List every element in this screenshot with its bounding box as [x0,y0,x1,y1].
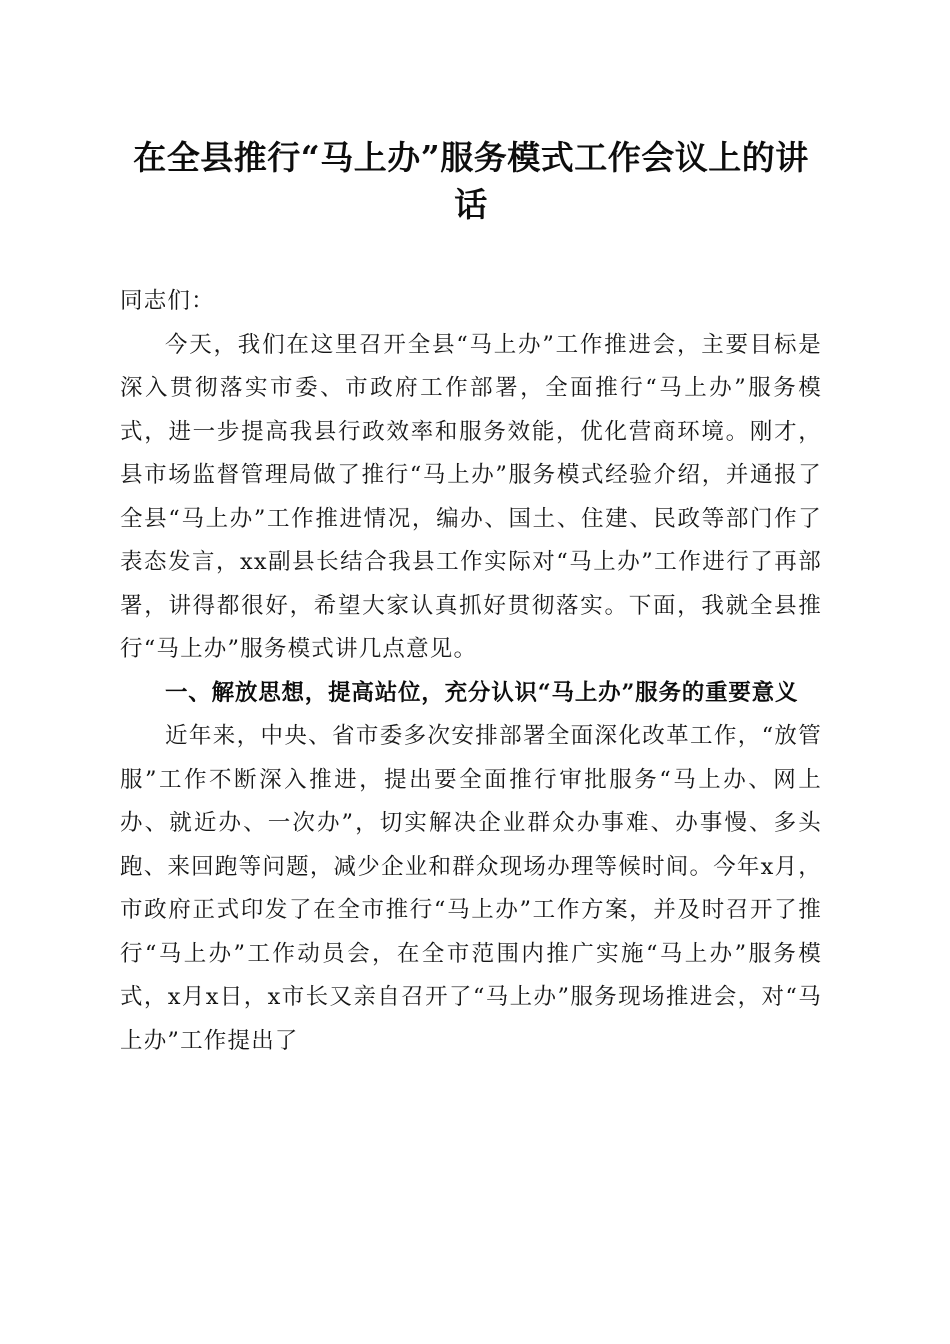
intro-paragraph: 今天，我们在这里召开全县“马上办”工作推进会，主要目标是深入贯彻落实市委、市政府工作部署，全面推行“马上办”服务模式，进一步提高我县行政效率和服务效能，优化营商环境。刚才，县市场监督管理局做了推行“马上办”服务模式经验介绍，并通报了全县“马上办”工作推进情况，编办、国土、住建、民政等部门作了表态发言，xx副县长结合我县工作实际对“马上办”工作进行了再部署，讲得都很好，希望大家认真抓好贯彻落实。下面，我就全县推行“马上办”服务模式讲几点意见。 [120,331,822,662]
section-heading-1: 一、解放思想，提高站位，充分认识“马上办”服务的重要意义 [165,679,799,706]
section-1-paragraph: 近年来，中央、省市委多次安排部署全面深化改革工作，“放管服”工作不断深入推进，提出要全面推行审批服务“马上办、网上办、就近办、一次办”，切实解决企业群众办事难、办事慢、多头跑、来回跑等问题，减少企业和群众现场办理等候时间。今年x月，市政府正式印发了在全市推行“马上办”工作方案，并及时召开了推行“马上办”工作动员会，在全市范围内推广实施“马上办”服务模式，x月x日，x市长又亲自召开了“马上办”服务现场推进会，对“马上办”工作提出了 [120,723,822,1054]
document-body [120,280,822,1063]
document-title: 在全县推行“马上办”服务模式工作会议上的讲话 [133,138,809,224]
salutation: 同志们： [120,288,215,314]
document-page [120,134,822,1063]
